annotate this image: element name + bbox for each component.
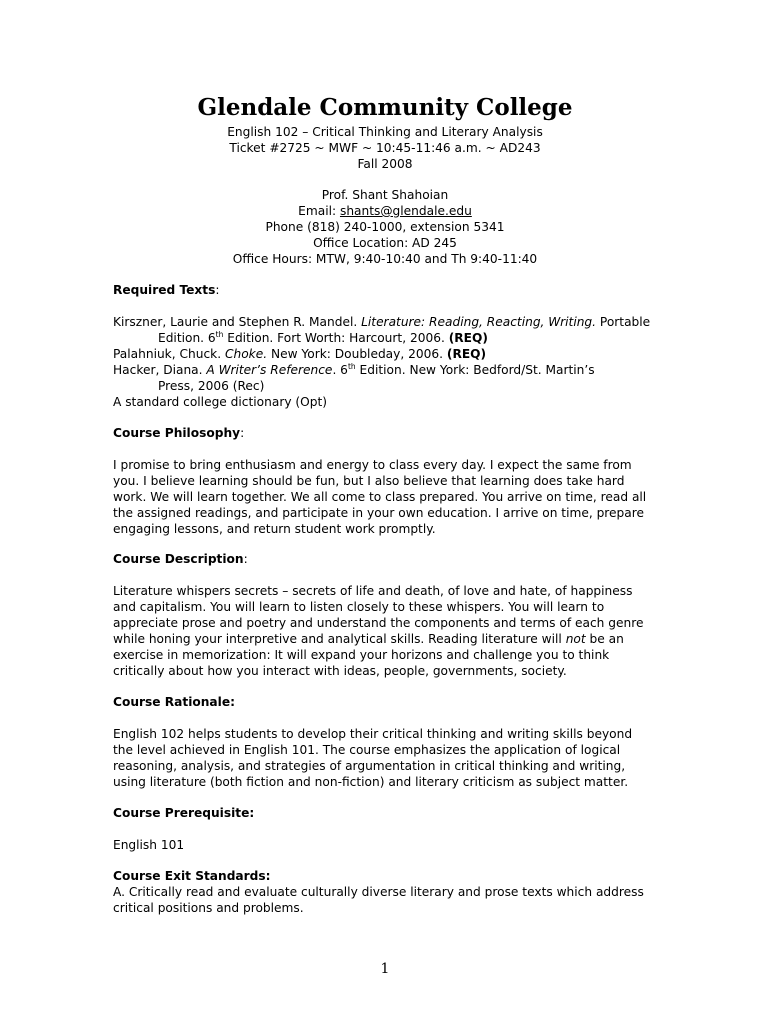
description-text: Literature whispers secrets – secrets of life and death, of love and hate, of happiness and capitalism. You will learn to listen closely to these whispers. You will learn to appreciate prose and poetry and understand the components and terms of each genre while honing your interpretive and analytical skills. Reading literature will not be an exercise in memorization: It will expand your horizons and challenge you to think critically about how you interact with ideas, people, governments, society. bbox=[113, 584, 644, 678]
page-number: 1 bbox=[380, 961, 390, 977]
required-text-item: Hacker, Diana. A Writer’s Reference. 6th Edition. New York: Bedford/St. Martin’s Press, 2006 (Rec) bbox=[113, 361, 595, 393]
email-label: Email: bbox=[298, 203, 340, 218]
exit-standard-item: A. Critically read and evaluate culturally diverse literary and prose texts which address critical positions and problems. bbox=[113, 885, 644, 915]
office-hours: Office Hours: MTW, 9:40-10:40 and Th 9:40-11:40 bbox=[232, 251, 538, 266]
required-texts-heading: Required Texts: bbox=[113, 283, 220, 297]
required-text-item: Palahniuk, Chuck. Choke. New York: Doubleday, 2006. (REQ) bbox=[113, 346, 487, 361]
required-text-item: Kirszner, Laurie and Stephen R. Mandel. Literature: Reading, Reacting, Writing. Portable Edition. 6th Edition. Fort Worth: Harcourt, 2006. (REQ) bbox=[113, 315, 651, 345]
required-texts-list bbox=[113, 315, 653, 410]
instructor-phone: Phone (818) 240-1000, extension 5341 bbox=[265, 219, 505, 234]
term: Fall 2008 bbox=[357, 156, 413, 171]
ticket-schedule: Ticket #2725 ~ MWF ~ 10:45-11:46 a.m. ~ AD243 bbox=[229, 140, 541, 155]
college-title: Glendale Community College bbox=[197, 94, 573, 121]
email-link[interactable]: shants@glendale.edu bbox=[339, 203, 472, 218]
philosophy-heading: Course Philosophy: bbox=[113, 426, 245, 440]
office-location: Office Location: AD 245 bbox=[313, 235, 457, 250]
course-title: English 102 – Critical Thinking and Literary Analysis bbox=[227, 125, 543, 139]
philosophy-text: I promise to bring enthusiasm and energy to class every day. I expect the same from you. I believe learning should be fun, but I also believe that learning does take hard work. We will learn together. We all come to class prepared. You arrive on time, read all the assigned readings, and participate in your own education. I arrive on time, prepare engaging lessons, and return student work promptly. bbox=[113, 458, 647, 536]
prerequisite-heading: Course Prerequisite: bbox=[113, 806, 255, 820]
required-text-item: A standard college dictionary (Opt) bbox=[113, 394, 328, 409]
instructor-name: Prof. Shant Shahoian bbox=[321, 188, 449, 202]
prerequisite-text: English 101 bbox=[113, 838, 185, 852]
instructor-info bbox=[0, 188, 770, 267]
exit-standards-heading: Course Exit Standards: bbox=[113, 869, 271, 883]
instructor-email bbox=[0, 204, 770, 220]
rationale-text: English 102 helps students to develop their critical thinking and writing skills beyond the level achieved in English 101. The course emphasizes the application of logical reasoning, analysis, and strategies of argumentation in critical thinking and writing, using literature (both fiction and non-fiction) and literary criticism as subject matter. bbox=[113, 727, 633, 789]
description-heading: Course Description: bbox=[113, 552, 248, 566]
rationale-heading: Course Rationale: bbox=[113, 695, 235, 709]
course-info bbox=[0, 125, 770, 173]
